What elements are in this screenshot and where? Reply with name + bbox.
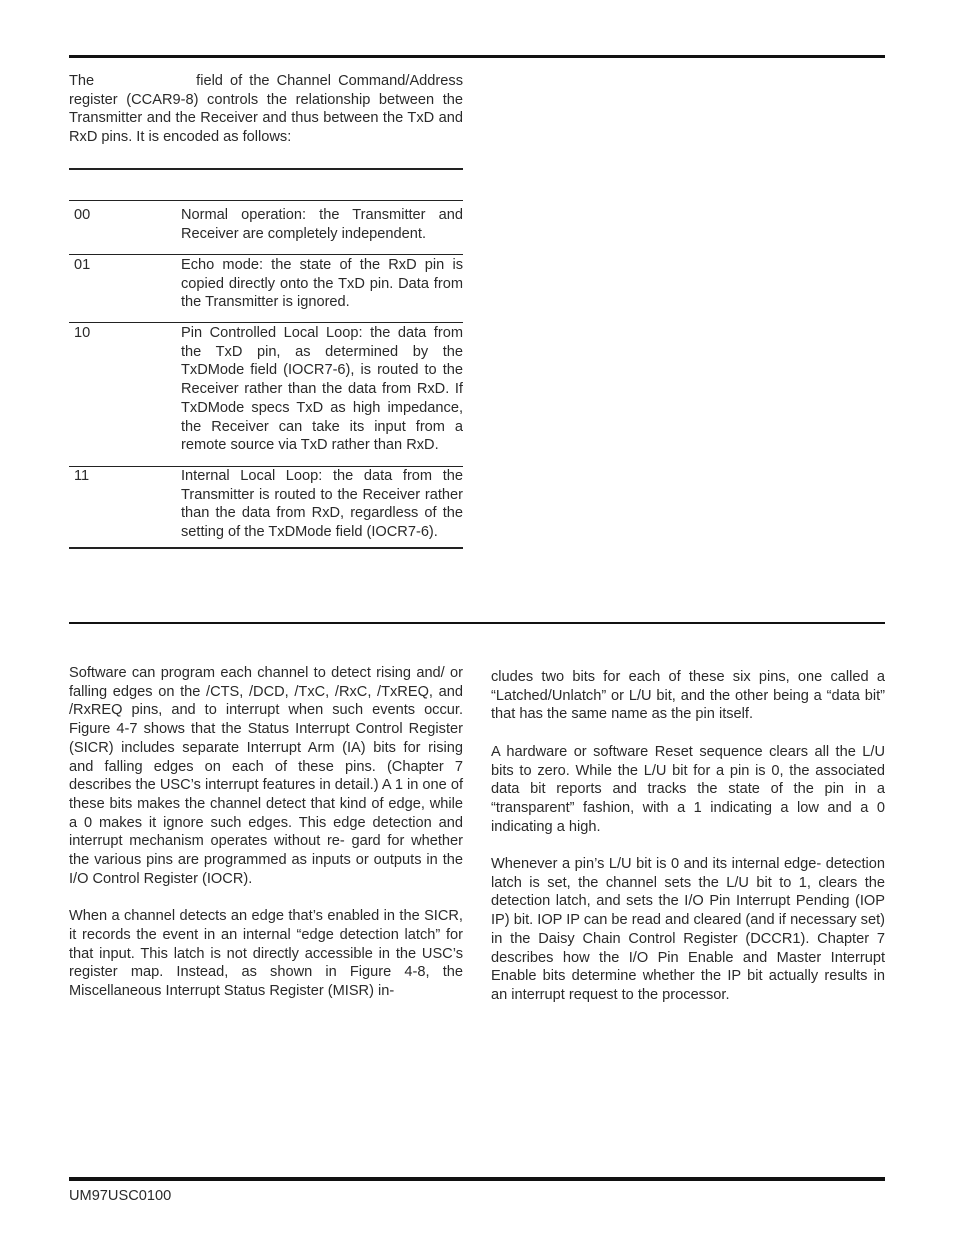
intro-paragraph bbox=[69, 72, 463, 147]
section-rule bbox=[69, 622, 885, 624]
table-header-rule bbox=[69, 200, 463, 201]
table-top-rule bbox=[69, 168, 463, 170]
footer-doc-id: UM97USC0100 bbox=[69, 1188, 172, 1204]
mode-desc-01: Echo mode: the state of the RxD pin is copied directly onto the TxD pin. Data from the Transmitter is ignored. bbox=[181, 257, 463, 311]
mode-code-10: 10 bbox=[74, 325, 91, 341]
intro-text-start: The bbox=[69, 73, 95, 89]
mode-code-01: 01 bbox=[74, 257, 91, 273]
mode-code-11: 11 bbox=[74, 468, 90, 484]
intro-text-rest: field of the Channel Command/Address register (CCAR9-8) controls the relationship between the Transmitter and the Receiver and thus between the TxD and RxD pins. It is encoded as follows: bbox=[69, 73, 463, 146]
paragraph: Whenever a pin’s L/U bit is 0 and its internal edge- detection latch is set, the channel sets the L/U bit to 1, clears the detection latch, and sets the I/O Pin Interrupt Pending (IOP IP) bit. IOP IP can be read and cleared (and if necessary set) in the Daisy Chain Control Register (DCCR1). Chapter 7 describes how the I/O Pin Enable and Master Interrupt Enable bits determine whether the IP bit actually results in an interrupt request to the processor. bbox=[491, 856, 885, 1003]
mode-code-00: 00 bbox=[74, 207, 91, 223]
paragraph: A hardware or software Reset sequence clears all the L/U bits to zero. While the L/U bit for a pin is 0, the associated data bit reports and tracks the state of the pin in a “transparent” fashion, with a 1 indicating a low and a 0 indicating a high. bbox=[491, 743, 885, 835]
table-bottom-rule bbox=[69, 547, 463, 549]
paragraph: Software can program each channel to detect rising and/ or falling edges on the /CTS, /DCD, /TxC, /RxC, /TxREQ, and /RxREQ pins, and to interrupt when such events occur. Figure 4-7 shows that the Status Interrupt Control Register (SICR) includes separate Interrupt Arm (IA) bits for rising and falling edges on each of these pins. (Chapter 7 describes the USC’s interrupt features in detail.) A 1 in one of these bits makes the channel detect that kind of edge, while a 0 makes it ignore such edges. This edge detection and interrupt mechanism operates without re- gard for whether the various pins are programmed as inputs or outputs in the I/O Control Register (IOCR). bbox=[69, 665, 463, 887]
table-row-divider bbox=[69, 322, 463, 323]
paragraph: When a channel detects an edge that’s enabled in the SICR, it records the event in an internal “edge detection latch” for that input. This latch is not directly accessible in the USC’s register map. Instead, as shown in Figure 4-8, the Miscellaneous Interrupt Status Register (MISR) in- bbox=[69, 908, 463, 999]
paragraph: cludes two bits for each of these six pins, one called a “Latched/Unlatch” or L/U bit, and the other being a “data bit” that has the same name as the pin itself. bbox=[491, 669, 885, 723]
body-left-column bbox=[69, 664, 463, 1001]
mode-desc-00: Normal operation: the Transmitter and Receiver are completely independent. bbox=[181, 207, 463, 242]
top-rule bbox=[69, 55, 885, 58]
body-right-column bbox=[491, 668, 885, 1005]
bottom-rule bbox=[69, 1177, 885, 1181]
mode-desc-11: Internal Local Loop: the data from the Transmitter is routed to the Receiver rather than the data from RxD, regardless of the setting of the TxDMode field (IOCR7-6). bbox=[181, 468, 463, 541]
table-row-divider bbox=[69, 254, 463, 255]
mode-desc-10: Pin Controlled Local Loop: the data from the TxD pin, as determined by the TxDMode field (IOCR7-6), is routed to the Receiver rather than the data from RxD. If TxDMode specs TxD as high impedance, the Receiver can take its input from a remote source via TxD rather than RxD. bbox=[181, 325, 463, 454]
